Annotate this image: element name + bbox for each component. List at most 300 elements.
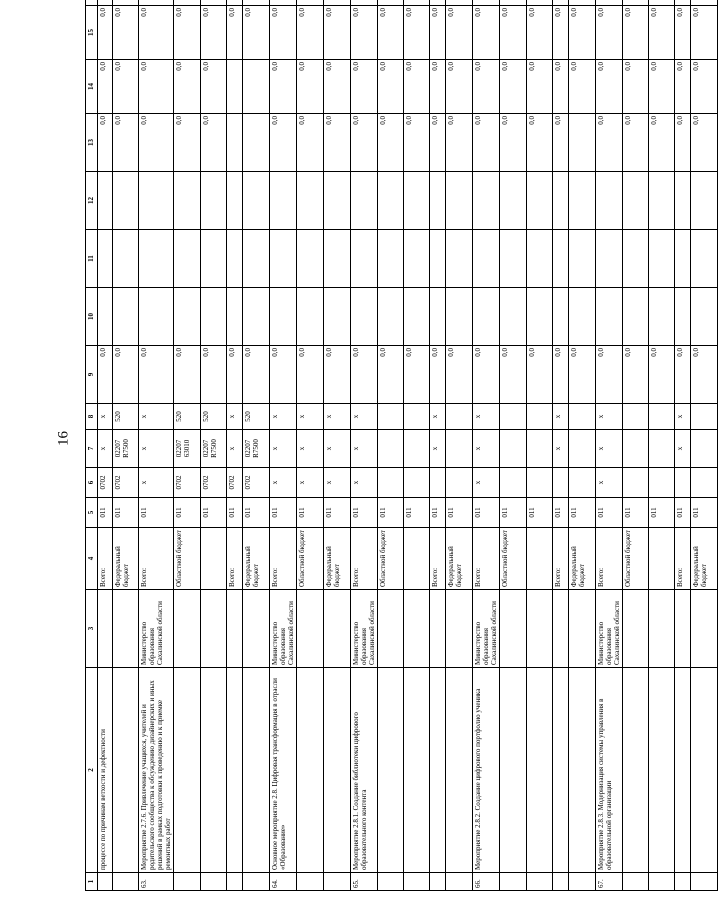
table-cell: 0,0: [324, 346, 351, 404]
table-cell: [113, 873, 139, 891]
table-cell: [98, 288, 113, 346]
table-row: [98, 0, 113, 891]
table-cell: [596, 230, 623, 288]
table-row: [527, 0, 553, 891]
table-cell: Мероприятие 2.7.6. Привлечение учащихся, учителей и родительского сообщества к обсуждению дизайнерских и иных решений в рамках подготовки к проведению и к приемке ремонтных работ: [139, 668, 174, 873]
table-cell: [569, 468, 596, 498]
table-cell: 011: [446, 498, 473, 528]
table-cell: x: [351, 430, 378, 468]
table-cell: [139, 230, 174, 288]
table-cell: 0702: [243, 468, 270, 498]
table-cell: 0,0: [596, 6, 623, 60]
table-cell: 0,0: [98, 6, 113, 60]
table-cell: 0,0: [473, 6, 500, 60]
table-cell: [430, 288, 446, 346]
column-header-10: 10: [86, 288, 98, 346]
table-cell: [553, 230, 569, 288]
table-cell: 02207 63010: [174, 430, 201, 468]
table-cell: x: [270, 468, 297, 498]
table-cell: 0,0: [201, 114, 227, 172]
table-cell: [553, 0, 569, 6]
table-cell: 0,0: [430, 114, 446, 172]
table-cell: 0,0: [500, 6, 527, 60]
table-cell: [243, 230, 270, 288]
table-cell: 0,0: [351, 346, 378, 404]
table-cell: 0,0: [553, 346, 569, 404]
table-cell: 66.: [473, 873, 500, 891]
table-cell: [324, 230, 351, 288]
table-cell: [201, 873, 227, 891]
column-header-14: 14: [86, 60, 98, 114]
table-row: [201, 0, 227, 891]
table-cell: [324, 590, 351, 668]
table-cell: 0,0: [174, 60, 201, 114]
table-cell: [351, 288, 378, 346]
table-cell: [527, 172, 553, 230]
table-cell: [569, 0, 596, 6]
table-cell: 0,0: [324, 6, 351, 60]
table-cell: [243, 172, 270, 230]
table-cell: процессе по причинам ветхости и дефектности: [98, 668, 113, 873]
table-cell: Всего:: [430, 528, 446, 590]
table-cell: 0,0: [691, 60, 718, 114]
table-cell: 0,0: [174, 114, 201, 172]
table-cell: [174, 288, 201, 346]
table-cell: [596, 172, 623, 230]
table-row: [243, 0, 270, 891]
table-cell: [201, 590, 227, 668]
table-cell: Всего:: [473, 528, 500, 590]
table-cell: [569, 873, 596, 891]
table-cell: 011: [691, 498, 718, 528]
table-cell: [691, 468, 718, 498]
table-cell: [500, 873, 527, 891]
table-cell: 0,0: [446, 6, 473, 60]
table-cell: [649, 668, 675, 873]
table-cell: 0702: [201, 468, 227, 498]
table-cell: Мероприятие 2.8.1. Создание библиотеки цифрового образовательного контента: [351, 668, 378, 873]
table-cell: [691, 668, 718, 873]
table-cell: [404, 873, 430, 891]
table-cell: [649, 0, 675, 6]
table-cell: [351, 230, 378, 288]
table-cell: 0,0: [297, 346, 324, 404]
table-cell: [430, 172, 446, 230]
table-cell: 0,0: [500, 346, 527, 404]
table-cell: x: [98, 404, 113, 430]
table-cell: [691, 430, 718, 468]
table-cell: 0,0: [623, 346, 649, 404]
table-cell: [174, 873, 201, 891]
table-cell: [446, 873, 473, 891]
table-cell: 0,0: [297, 6, 324, 60]
table-cell: [174, 230, 201, 288]
table-cell: [569, 114, 596, 172]
table-cell: 0,0: [113, 114, 139, 172]
table-cell: [649, 288, 675, 346]
table-cell: 0,0: [324, 60, 351, 114]
table-cell: [404, 288, 430, 346]
table-cell: 011: [675, 498, 691, 528]
table-cell: 011: [500, 498, 527, 528]
table-cell: Министерство образования Сахалинской области: [596, 590, 623, 668]
table-cell: 0,0: [139, 114, 174, 172]
table-cell: [378, 0, 404, 6]
column-header-16: [86, 0, 98, 6]
table-cell: 011: [297, 498, 324, 528]
table-cell: [404, 230, 430, 288]
table-cell: [527, 590, 553, 668]
table-cell: 0,0: [473, 60, 500, 114]
table-cell: Всего:: [351, 528, 378, 590]
table-cell: 0,0: [139, 60, 174, 114]
table-cell: [378, 404, 404, 430]
table-cell: [113, 230, 139, 288]
table-cell: 0,0: [113, 60, 139, 114]
table-cell: 011: [139, 498, 174, 528]
table-cell: 0,0: [430, 6, 446, 60]
table-cell: [691, 288, 718, 346]
table-cell: [227, 230, 243, 288]
table-cell: [98, 172, 113, 230]
table-cell: 0,0: [553, 60, 569, 114]
table-cell: 011: [227, 498, 243, 528]
table-cell: [201, 668, 227, 873]
table-cell: 0,0: [675, 60, 691, 114]
table-cell: 0,0: [473, 346, 500, 404]
table-row: [446, 0, 473, 891]
table-cell: [553, 172, 569, 230]
table-cell: [378, 873, 404, 891]
table-cell: [675, 288, 691, 346]
table-cell: [446, 172, 473, 230]
table-row: [500, 0, 527, 891]
table-row: [569, 0, 596, 891]
table-cell: 0,0: [596, 346, 623, 404]
table-cell: [623, 0, 649, 6]
table-row: [473, 0, 500, 891]
table-cell: [174, 668, 201, 873]
table-cell: [139, 0, 174, 6]
table-cell: [378, 288, 404, 346]
table-cell: 0,0: [113, 346, 139, 404]
table-cell: 0,0: [691, 114, 718, 172]
table-cell: 0,0: [174, 346, 201, 404]
table-cell: [98, 230, 113, 288]
table-cell: x: [139, 468, 174, 498]
table-cell: [446, 468, 473, 498]
table-cell: [446, 430, 473, 468]
table-cell: [596, 0, 623, 6]
column-header-1: 1: [86, 873, 98, 891]
table-cell: [649, 172, 675, 230]
table-cell: 0,0: [201, 6, 227, 60]
table-cell: Всего:: [139, 528, 174, 590]
table-cell: 0,0: [378, 6, 404, 60]
table-cell: 011: [553, 498, 569, 528]
table-cell: 63.: [139, 873, 174, 891]
table-cell: 0,0: [623, 114, 649, 172]
table-cell: Федеральный бюджет: [691, 528, 718, 590]
table-cell: [243, 668, 270, 873]
table-cell: [351, 0, 378, 6]
table-cell: [201, 172, 227, 230]
table-cell: x: [596, 468, 623, 498]
table-cell: [623, 172, 649, 230]
table-cell: [623, 590, 649, 668]
table-cell: [553, 668, 569, 873]
column-header-15: 15: [86, 6, 98, 60]
table-cell: 520: [201, 404, 227, 430]
table-cell: x: [139, 430, 174, 468]
table-cell: 011: [113, 498, 139, 528]
column-header-6: 6: [86, 468, 98, 498]
table-cell: [473, 230, 500, 288]
table-cell: 0,0: [623, 6, 649, 60]
table-cell: [649, 468, 675, 498]
table-cell: [623, 404, 649, 430]
table-cell: [691, 0, 718, 6]
table-cell: [113, 590, 139, 668]
table-cell: 0,0: [596, 114, 623, 172]
table-cell: [174, 0, 201, 6]
table-cell: 520: [174, 404, 201, 430]
table-cell: Областной бюджет: [623, 528, 649, 590]
table-cell: 0,0: [446, 60, 473, 114]
table-cell: [404, 0, 430, 6]
table-row: [596, 0, 623, 891]
table-cell: [297, 172, 324, 230]
table-cell: [500, 590, 527, 668]
table-cell: [430, 230, 446, 288]
table-cell: 0,0: [675, 6, 691, 60]
table-cell: 0,0: [569, 60, 596, 114]
table-cell: [569, 404, 596, 430]
table-cell: 67.: [596, 873, 623, 891]
table-cell: 011: [527, 498, 553, 528]
table-cell: Областной бюджет: [174, 528, 201, 590]
table-cell: 0,0: [473, 114, 500, 172]
table-cell: 011: [98, 498, 113, 528]
table-cell: [270, 172, 297, 230]
table-cell: 0,0: [351, 114, 378, 172]
table-cell: [174, 590, 201, 668]
table-cell: 0,0: [404, 60, 430, 114]
table-cell: 0,0: [378, 346, 404, 404]
table-cell: 0,0: [98, 346, 113, 404]
table-cell: [446, 668, 473, 873]
table-cell: 011: [430, 498, 446, 528]
table-cell: 011: [243, 498, 270, 528]
table-cell: [270, 0, 297, 6]
table-cell: Федеральный бюджет: [243, 528, 270, 590]
table-cell: [243, 873, 270, 891]
table-cell: [446, 590, 473, 668]
table-cell: 0,0: [527, 60, 553, 114]
table-cell: [569, 430, 596, 468]
table-cell: [500, 172, 527, 230]
table-cell: x: [473, 468, 500, 498]
table-cell: 0,0: [430, 60, 446, 114]
table-cell: x: [596, 430, 623, 468]
table-row: [691, 0, 718, 891]
table-cell: 0,0: [201, 346, 227, 404]
table-cell: 0,0: [675, 114, 691, 172]
table-row: [675, 0, 691, 891]
table-cell: [243, 60, 270, 114]
table-cell: [500, 404, 527, 430]
table-cell: [113, 0, 139, 6]
table-row: [174, 0, 201, 891]
rotated-table-container: [85, 8, 708, 891]
table-cell: x: [553, 430, 569, 468]
table-row: [351, 0, 378, 891]
table-cell: [527, 0, 553, 6]
table-cell: [201, 0, 227, 6]
table-cell: [297, 873, 324, 891]
table-cell: [500, 468, 527, 498]
table-cell: x: [98, 430, 113, 468]
table-cell: 011: [201, 498, 227, 528]
table-cell: 0,0: [569, 6, 596, 60]
table-cell: [553, 288, 569, 346]
table-cell: 0,0: [500, 114, 527, 172]
table-cell: [649, 404, 675, 430]
table-cell: [430, 590, 446, 668]
table-cell: Всего:: [553, 528, 569, 590]
table-row: [430, 0, 446, 891]
table-cell: 0,0: [243, 346, 270, 404]
table-cell: [691, 590, 718, 668]
table-cell: 0,0: [623, 60, 649, 114]
table-cell: [553, 590, 569, 668]
table-cell: [227, 288, 243, 346]
table-cell: [324, 288, 351, 346]
table-row: [139, 0, 174, 891]
table-body: [98, 0, 718, 891]
table-cell: [404, 172, 430, 230]
table-cell: x: [270, 404, 297, 430]
column-header-9: 9: [86, 346, 98, 404]
table-cell: [446, 0, 473, 6]
table-cell: Мероприятие 2.8.3. Модернизация системы управления в образовательной организации: [596, 668, 623, 873]
table-cell: [527, 668, 553, 873]
table-cell: 0702: [227, 468, 243, 498]
table-cell: Министерство образования Сахалинской области: [139, 590, 174, 668]
table-cell: [649, 230, 675, 288]
table-cell: 0,0: [324, 114, 351, 172]
table-cell: [691, 230, 718, 288]
table-cell: 0,0: [378, 114, 404, 172]
table-cell: Всего:: [227, 528, 243, 590]
table-cell: [500, 430, 527, 468]
table-cell: [378, 430, 404, 468]
table-cell: 0,0: [446, 114, 473, 172]
table-cell: x: [351, 404, 378, 430]
table-cell: 0,0: [675, 346, 691, 404]
table-cell: 011: [324, 498, 351, 528]
column-header-13: 13: [86, 114, 98, 172]
table-cell: [473, 288, 500, 346]
table-cell: [243, 0, 270, 6]
table-cell: [527, 288, 553, 346]
table-cell: 0,0: [243, 6, 270, 60]
table-cell: x: [473, 404, 500, 430]
table-cell: x: [430, 404, 446, 430]
table-cell: 0,0: [139, 346, 174, 404]
table-cell: [675, 468, 691, 498]
table-cell: 0,0: [297, 60, 324, 114]
table-cell: 0,0: [430, 346, 446, 404]
table-cell: x: [270, 430, 297, 468]
table-cell: [227, 668, 243, 873]
table-cell: 0,0: [649, 6, 675, 60]
table-cell: 0,0: [553, 114, 569, 172]
table-cell: 0,0: [691, 6, 718, 60]
table-cell: [675, 0, 691, 6]
table-cell: 011: [378, 498, 404, 528]
table-cell: x: [324, 404, 351, 430]
table-cell: 0702: [98, 468, 113, 498]
table-cell: Федеральный бюджет: [446, 528, 473, 590]
table-cell: 0,0: [553, 6, 569, 60]
table-cell: 0,0: [527, 114, 553, 172]
table-cell: [404, 430, 430, 468]
table-cell: Министерство образования Сахалинской области: [270, 590, 297, 668]
column-header-2: 2: [86, 668, 98, 873]
table-row: [113, 0, 139, 891]
table-cell: 0,0: [270, 346, 297, 404]
table-cell: [500, 668, 527, 873]
table-row: [324, 0, 351, 891]
table-cell: 0,0: [227, 346, 243, 404]
table-cell: [500, 230, 527, 288]
table-cell: [569, 590, 596, 668]
table-cell: [378, 172, 404, 230]
column-header-8: 8: [86, 404, 98, 430]
table-cell: [227, 172, 243, 230]
table-row: [404, 0, 430, 891]
table-cell: [623, 668, 649, 873]
page-number: 16: [55, 431, 72, 446]
table-row: [270, 0, 297, 891]
table-row: [378, 0, 404, 891]
table-cell: [500, 0, 527, 6]
table-cell: [378, 668, 404, 873]
table-cell: 0,0: [227, 6, 243, 60]
table-cell: 011: [473, 498, 500, 528]
table-cell: [324, 172, 351, 230]
table-cell: 0,0: [446, 346, 473, 404]
table-cell: x: [596, 404, 623, 430]
table-cell: 02207 R7500: [243, 430, 270, 468]
table-cell: 0,0: [404, 346, 430, 404]
table-cell: [553, 468, 569, 498]
table-cell: [527, 873, 553, 891]
table-cell: 0,0: [98, 114, 113, 172]
table-cell: 0,0: [527, 6, 553, 60]
table-cell: [324, 873, 351, 891]
table-row: [297, 0, 324, 891]
table-row: [227, 0, 243, 891]
table-cell: [430, 468, 446, 498]
table-cell: x: [297, 404, 324, 430]
table-cell: x: [351, 468, 378, 498]
table-cell: [378, 468, 404, 498]
table-cell: 0,0: [351, 60, 378, 114]
table-cell: 011: [351, 498, 378, 528]
table-cell: 520: [113, 404, 139, 430]
